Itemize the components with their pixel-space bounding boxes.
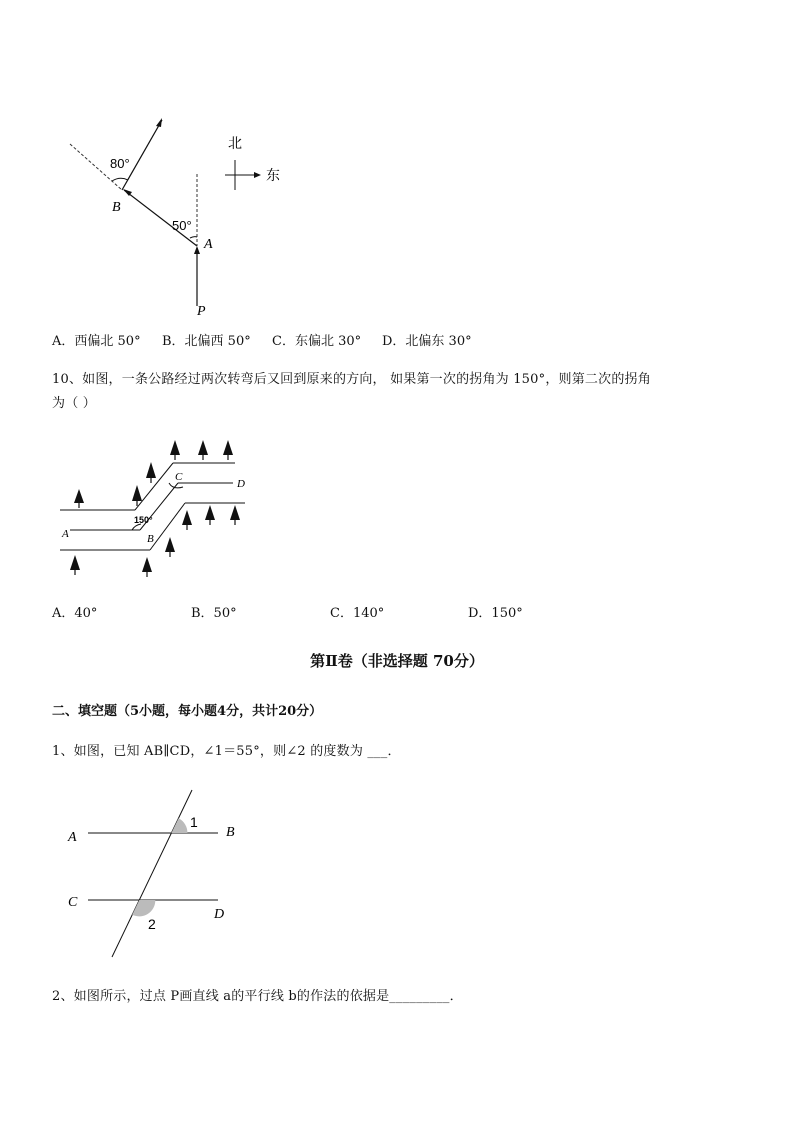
road-top-diag <box>135 463 173 510</box>
fig-label-b: B <box>226 825 235 840</box>
tree-icon <box>198 440 208 460</box>
arc-50 <box>190 237 197 238</box>
parallel-lines-figure <box>60 785 250 960</box>
road-bottom-diag <box>150 503 185 550</box>
q10-option-c[interactable]: C．140° <box>330 606 385 621</box>
q10-line-2: 为（ ） <box>52 396 96 411</box>
q10-options <box>52 602 752 620</box>
fig-label-a: A <box>68 830 77 845</box>
tree-icon <box>170 440 180 460</box>
section-title: 第Ⅱ卷（非选择题 70分） <box>310 652 484 670</box>
arrowhead-b-up <box>156 118 162 127</box>
q10-line-1: 10、如图，一条公路经过两次转弯后又回到原来的方向， 如果第一次的拐角为 150°，则第二次的拐角 <box>52 372 651 387</box>
fig-label-2: 2 <box>148 916 156 932</box>
tree-icon <box>142 557 152 577</box>
fig-label-d: D <box>214 907 225 922</box>
q10-text <box>52 368 752 416</box>
section-subtitle: 二、填空题（5小题，每小题4分，共计20分） <box>52 704 323 719</box>
q10-option-b[interactable]: B．50° <box>191 606 237 621</box>
compass-east-arrow <box>254 172 261 178</box>
tree-icon <box>230 505 240 525</box>
fill2-text: 2、如图所示，过点 P画直线 a的平行线 b的作法的依据是_________． <box>52 989 463 1004</box>
q9-option-c[interactable]: C．东偏北 30° <box>272 334 362 349</box>
tree-icon <box>223 440 233 460</box>
fig-label-c: C <box>68 895 78 910</box>
fig-label-1: 1 <box>190 814 198 830</box>
q9-options <box>52 330 752 348</box>
label-p: P <box>197 304 206 319</box>
road-label-a: A <box>62 528 69 540</box>
label-a: A <box>204 237 213 252</box>
tree-icon <box>205 505 215 525</box>
compass-north-label: 北 <box>228 135 242 151</box>
road-figure <box>55 435 265 585</box>
q10-option-a[interactable]: A．40° <box>52 606 98 621</box>
road-angle-150: 150° <box>134 515 153 525</box>
tree-icon <box>165 537 175 557</box>
q9-option-d[interactable]: D．北偏东 30° <box>382 334 472 349</box>
angle-50-label: 50° <box>172 218 192 233</box>
road-label-d: D <box>237 478 245 490</box>
tree-icon <box>146 462 156 483</box>
angle-80-label: 80° <box>110 156 130 171</box>
label-b: B <box>112 200 121 215</box>
q10-option-d[interactable]: D．150° <box>468 606 523 621</box>
road-label-c: C <box>175 471 183 483</box>
road-label-b: B <box>147 533 154 545</box>
angle-1-sector <box>171 818 187 833</box>
tree-icon <box>70 555 80 575</box>
arrowhead-to-a <box>194 246 200 254</box>
q9-option-a[interactable]: A．西偏北 50° <box>52 334 141 349</box>
fill1-text: 1、如图，已知 AB∥CD，∠1＝55°，则∠2 的度数为 ___． <box>52 744 401 759</box>
q9-option-b[interactable]: B．北偏西 50° <box>162 334 251 349</box>
direction-figure <box>50 110 300 325</box>
arc-80 <box>112 178 128 181</box>
compass-east-label: 东 <box>266 167 280 183</box>
tree-icon <box>182 510 192 530</box>
tree-icon <box>74 489 84 508</box>
angle-2-sector <box>132 900 155 916</box>
